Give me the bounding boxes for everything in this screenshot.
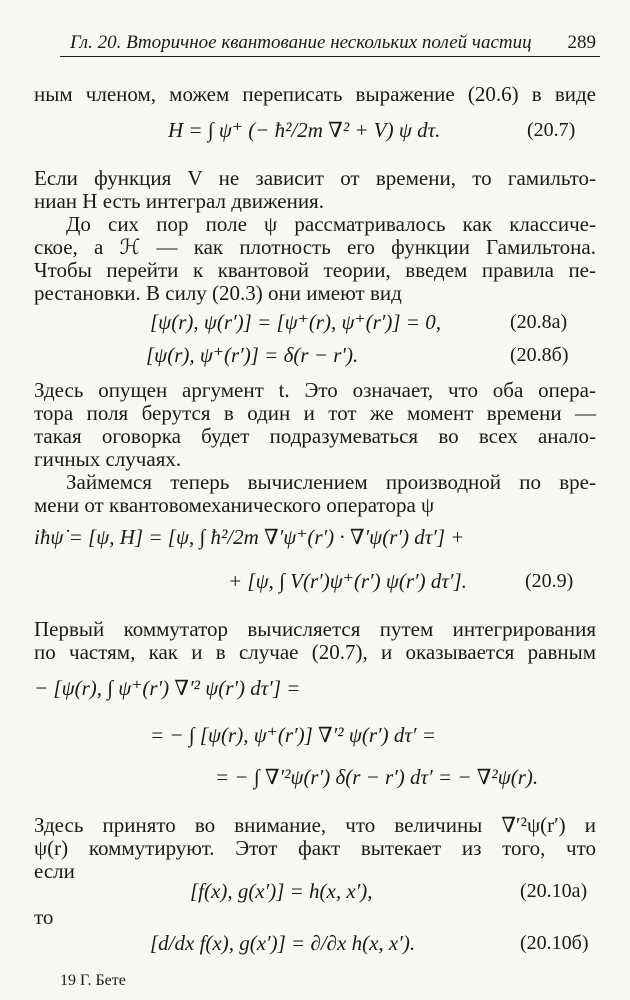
text-line: если: [34, 859, 75, 883]
text-line: Здесь принято во внимание, что величины ∇′²ψ(r′) и: [34, 813, 596, 837]
commutator-line2: = − ∫ [ψ(r), ψ⁺(r′)] ∇′² ψ(r′) dτ′ =: [150, 723, 436, 747]
text-line: тора поля берутся в один и тот же момент времени —: [34, 401, 596, 425]
text-line: Первый коммутатор вычисляется путем интегрирования: [34, 617, 596, 641]
equation-20-8b: [ψ(r), ψ⁺(r′)] = δ(r − r′).: [146, 343, 359, 367]
equation-20-10b: [d/dx f(x), g(x′)] = ∂/∂x h(x, x′).: [150, 931, 416, 955]
equation-number: (20.10б): [520, 932, 589, 954]
text-line: мени от квантовомеханического оператора ψ: [34, 493, 435, 517]
equation-text: H = ∫ ψ⁺ (− ħ²/2m ∇² + V) ψ dτ.: [168, 118, 441, 142]
chapter-title: Гл. 20. Вторичное квантование нескольких полей частиц: [70, 32, 532, 53]
equation-20-8a: [ψ(r), ψ(r′)] = [ψ⁺(r), ψ⁺(r′)] = 0,: [150, 310, 441, 334]
equation-number: (20.8б): [510, 344, 569, 366]
equation-20-7: [168, 115, 440, 145]
equation-number: (20.8а): [510, 311, 568, 333]
text-line: ское, а ℋ — как плотность его функции Гамильтона.: [34, 235, 596, 259]
text-line: гичных случаях.: [34, 447, 182, 471]
text-line: ψ(r) коммутируют. Этот факт вытекает из того, что: [34, 836, 596, 860]
equation-20-9-line2: + [ψ, ∫ V(r′)ψ⁺(r′) ψ(r′) dτ′].: [228, 569, 467, 593]
text-line: ниан H есть интеграл движения.: [34, 189, 324, 213]
text-line: такая оговорка будет подразумеваться во всех анало-: [34, 424, 596, 448]
text-line: Займемся теперь вычислением производной по вре-: [66, 470, 596, 494]
equation-number: (20.7): [527, 119, 576, 141]
commutator-line3: = − ∫ ∇′²ψ(r′) δ(r − r′) dτ′ = − ∇²ψ(r).: [215, 765, 539, 789]
text-line: по частям, как и в случае (20.7), и оказывается равным: [34, 640, 596, 664]
equation-20-10a: [f(x), g(x′)] = h(x, x′),: [190, 879, 373, 903]
equation-number: (20.10а): [520, 880, 588, 902]
equation-20-9-line1: iħψ̇ = [ψ, H] = [ψ, ∫ ħ²/2m ∇′ψ⁺(r′) · ∇′ψ(r′) dτ′] +: [34, 525, 465, 549]
text-line: Чтобы перейти к квантовой теории, введем правила пе-: [34, 258, 596, 282]
signature-mark: 19 Г. Бете: [60, 972, 126, 989]
text-line: Если функция V не зависит от времени, то гамильто-: [34, 166, 596, 190]
commutator-line1: − [ψ(r), ∫ ψ⁺(r′) ∇′² ψ(r′) dτ′] =: [34, 676, 301, 700]
text-line: рестановки. В силу (20.3) они имеют вид: [34, 281, 402, 305]
equation-number: (20.9): [525, 570, 574, 592]
text-line: Здесь опущен аргумент t. Это означает, что оба опера-: [34, 378, 596, 402]
text-line: До сих пор поле ψ рассматривалось как классиче-: [66, 212, 596, 236]
running-header: [60, 30, 600, 57]
text-line: ным членом, можем переписать выражение (20.6) в виде: [34, 82, 596, 106]
page-number: 289: [567, 32, 596, 53]
text-line: то: [34, 905, 54, 929]
